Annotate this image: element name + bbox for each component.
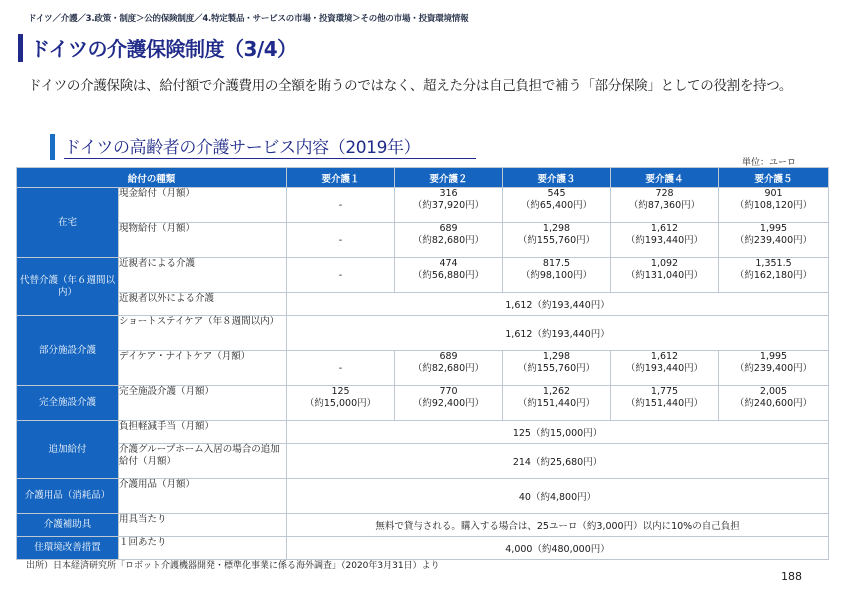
item-label: 介護グループホーム入居の場合の追加給付（月額） <box>119 444 287 479</box>
breadcrumb: ドイツ／介護／3.政策・制度＞公的保険制度／4.特定製品・サービスの市場・投資環境＞その他の市場・投資環境情報 <box>28 14 469 24</box>
unit-label: 単位：ユーロ <box>741 158 796 168</box>
cell-value-merged: 1,612（約193,440円） <box>287 316 829 351</box>
item-label: 現金給付（月額） <box>119 188 287 223</box>
header-level-2: 要介護２ <box>395 168 503 188</box>
cell-value: 901 （約108,120円） <box>719 188 829 223</box>
cell-value: 1,775 （約151,440円） <box>611 386 719 421</box>
table-row <box>17 223 829 258</box>
cell-dash: - <box>287 223 395 258</box>
cell-value: 1,351.5 （約162,180円） <box>719 258 829 293</box>
header-level-1: 要介護１ <box>287 168 395 188</box>
table-row <box>17 188 829 223</box>
category-respite: 代替介護（年６週間以内） <box>17 258 119 316</box>
table-row <box>17 421 829 444</box>
cell-value-merged: 125（約15,000円） <box>287 421 829 444</box>
category-full-facility: 完全施設介護 <box>17 386 119 421</box>
item-label: デイケア・ナイトケア（月額） <box>119 351 287 386</box>
cell-value: 545 （約65,400円） <box>503 188 611 223</box>
page-title: ドイツの介護保険制度（3/4） <box>30 37 297 61</box>
item-label: ショートステイケア（年８週間以内） <box>119 316 287 351</box>
care-services-table <box>16 167 829 560</box>
cell-value: 1,612 （約193,440円） <box>611 223 719 258</box>
cell-value: 689 （約82,680円） <box>395 351 503 386</box>
cell-value-merged: 4,000（約480,000円） <box>287 537 829 560</box>
section-title: ドイツの高齢者の介護サービス内容（2019年） <box>64 138 421 158</box>
item-label: 現物給付（月額） <box>119 223 287 258</box>
cell-value-merged: 1,612（約193,440円） <box>287 293 829 316</box>
cell-value: 474 （約56,880円） <box>395 258 503 293</box>
table-header-row <box>17 168 829 188</box>
category-aids: 介護補助具 <box>17 514 119 537</box>
header-level-5: 要介護５ <box>719 168 829 188</box>
cell-value: 2,005 （約240,600円） <box>719 386 829 421</box>
cell-value-merged: 40（約4,800円） <box>287 479 829 514</box>
category-additional: 追加給付 <box>17 421 119 479</box>
item-label: 用具当たり <box>119 514 287 537</box>
header-level-3: 要介護３ <box>503 168 611 188</box>
category-supplies: 介護用品（消耗品） <box>17 479 119 514</box>
cell-value: 689 （約82,680円） <box>395 223 503 258</box>
cell-dash: - <box>287 188 395 223</box>
cell-value: 1,262 （約151,440円） <box>503 386 611 421</box>
table-row <box>17 386 829 421</box>
item-label: 近親者による介護 <box>119 258 287 293</box>
table-row <box>17 514 829 537</box>
cell-value: 1,298 （約155,760円） <box>503 351 611 386</box>
header-benefit-type: 給付の種類 <box>17 168 287 188</box>
title-accent-bar <box>18 34 23 62</box>
cell-value: 1,995 （約239,400円） <box>719 223 829 258</box>
table-row <box>17 258 829 293</box>
item-label: 介護用品（月額） <box>119 479 287 514</box>
category-home: 在宅 <box>17 188 119 258</box>
page-number: 188 <box>781 570 802 583</box>
cell-value: 817.5 （約98,100円） <box>503 258 611 293</box>
table-row <box>17 479 829 514</box>
item-label: １回あたり <box>119 537 287 560</box>
table-row <box>17 351 829 386</box>
item-label: 近親者以外による介護 <box>119 293 287 316</box>
item-label: 負担軽減手当（月額） <box>119 421 287 444</box>
table-row <box>17 316 829 351</box>
intro-text: ドイツの介護保険は、給付額で介護費用の全額を賄うのではなく、超えた分は自己負担で補う「部分保険」としての役割を持つ。 <box>28 78 793 94</box>
cell-value: 1,612 （約193,440円） <box>611 351 719 386</box>
header-level-4: 要介護４ <box>611 168 719 188</box>
item-label: 完全施設介護（月額） <box>119 386 287 421</box>
cell-dash: - <box>287 351 395 386</box>
table-row <box>17 537 829 560</box>
cell-value: 125 （約15,000円） <box>287 386 395 421</box>
cell-value: 728 （約87,360円） <box>611 188 719 223</box>
source-note: 出所）日本経済研究所「ロボット介護機器開発・標準化事業に係る海外調査」（2020年3月31日）より <box>26 561 440 571</box>
cell-value: 1,995 （約239,400円） <box>719 351 829 386</box>
cell-dash: - <box>287 258 395 293</box>
cell-value-merged: 214（約25,680円） <box>287 444 829 479</box>
category-home-improvement: 住環境改善措置 <box>17 537 119 560</box>
table-row <box>17 293 829 316</box>
cell-value: 1,298 （約155,760円） <box>503 223 611 258</box>
table-row <box>17 444 829 479</box>
section-underline <box>64 158 476 159</box>
cell-value: 770 （約92,400円） <box>395 386 503 421</box>
cell-value-merged: 無料で貸与される。購入する場合は、25ユーロ（約3,000円）以内に10%の自己負担 <box>287 514 829 537</box>
section-accent-bar <box>50 134 55 160</box>
cell-value: 316 （約37,920円） <box>395 188 503 223</box>
category-partial-facility: 部分施設介護 <box>17 316 119 386</box>
cell-value: 1,092 （約131,040円） <box>611 258 719 293</box>
